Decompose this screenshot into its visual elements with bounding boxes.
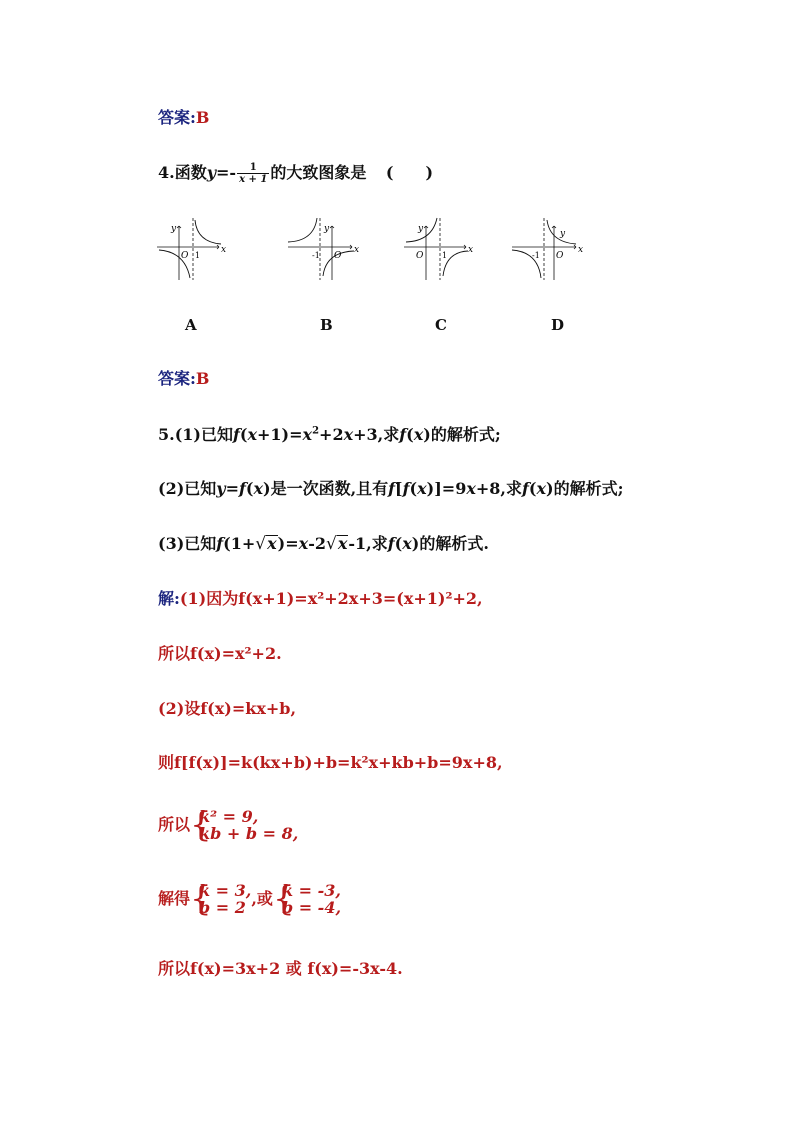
x-axis-label: x: [578, 245, 584, 255]
graph-option-a: [155, 214, 227, 282]
tick-label: -1: [312, 251, 320, 260]
solution-line-2: 所以f(x)=x²+2.: [158, 644, 282, 663]
sqrt-icon: √: [255, 534, 267, 554]
fraction: $\frac{1}{x + 1}$: [239, 162, 268, 185]
question-5-part-2: (2)已知y=f(x)是一次函数,且有f[f(x)]=9x+8,求f(x)的解析式;: [158, 479, 624, 498]
graph-option-c: [402, 214, 474, 282]
option-a-label: A: [185, 316, 197, 334]
origin-label: O: [181, 251, 189, 261]
tick-label: 1: [195, 251, 201, 260]
answer-label: 答案: [158, 369, 191, 388]
origin-label: O: [416, 251, 424, 261]
answer-value: B: [195, 108, 210, 127]
y-axis-label: y: [418, 224, 424, 234]
solution-line-7: 所以f(x)=3x+2 或 f(x)=-3x-4.: [158, 959, 403, 978]
solution-line-3: (2)设f(x)=kx+b,: [158, 699, 297, 718]
x-axis-label: x: [221, 245, 227, 255]
question-5-part-1: 5.(1)已知$f(x+1)=x^2+2x+3$,求f(x)的解析式;: [158, 425, 501, 444]
sqrt-icon: √: [325, 534, 337, 554]
equation-system: { k² = 9, kb + b = 8,: [190, 805, 299, 845]
question-4: 4.函数y=- $\frac{1}{x + 1}$ 的大致图象是 ( ): [158, 162, 434, 185]
x-axis-label: x: [354, 245, 360, 255]
solution-line-1: 解:(1)因为f(x+1)=x²+2x+3=(x+1)²+2,: [158, 589, 483, 608]
brace-icon: {: [190, 879, 212, 919]
answer-blank: ( ): [385, 163, 434, 182]
solution-label: 解: [158, 589, 175, 608]
origin-label: O: [334, 251, 342, 261]
option-b-label: B: [320, 316, 333, 334]
y-axis-label: y: [171, 224, 177, 234]
brace-icon: {: [272, 879, 295, 919]
option-d-label: D: [551, 316, 565, 334]
equation-system: { k = -3, b = -4,: [272, 879, 342, 919]
solution-line-6: 解得 { k = 3, b = 2 ,或 { k = -3, b = -4,: [158, 879, 342, 919]
y-axis-label: y: [324, 224, 330, 234]
brace-icon: {: [190, 805, 212, 845]
equation-system: { k = 3, b = 2: [190, 879, 252, 919]
solution-line-5: 所以 { k² = 9, kb + b = 8,: [158, 805, 299, 845]
solution-line-4: 则f[f(x)]=k(kx+b)+b=k²x+kb+b=9x+8,: [158, 753, 503, 772]
option-c-label: C: [435, 316, 447, 334]
y-axis-label: y: [560, 229, 566, 239]
answer-line-2: 答案:B: [158, 369, 210, 388]
tick-label: -1: [532, 251, 540, 260]
graph-option-b: [286, 214, 362, 282]
origin-label: O: [556, 251, 564, 261]
x-axis-label: x: [468, 245, 474, 255]
answer-label: 答案: [158, 108, 191, 127]
answer-value: B: [195, 369, 210, 388]
tick-label: 1: [442, 251, 448, 260]
question-5-part-3: (3)已知f(1+√x)=x-2√x-1,求f(x)的解析式.: [158, 534, 489, 554]
graph-option-d: [510, 214, 586, 282]
answer-line-1: 答案:B: [158, 108, 210, 127]
